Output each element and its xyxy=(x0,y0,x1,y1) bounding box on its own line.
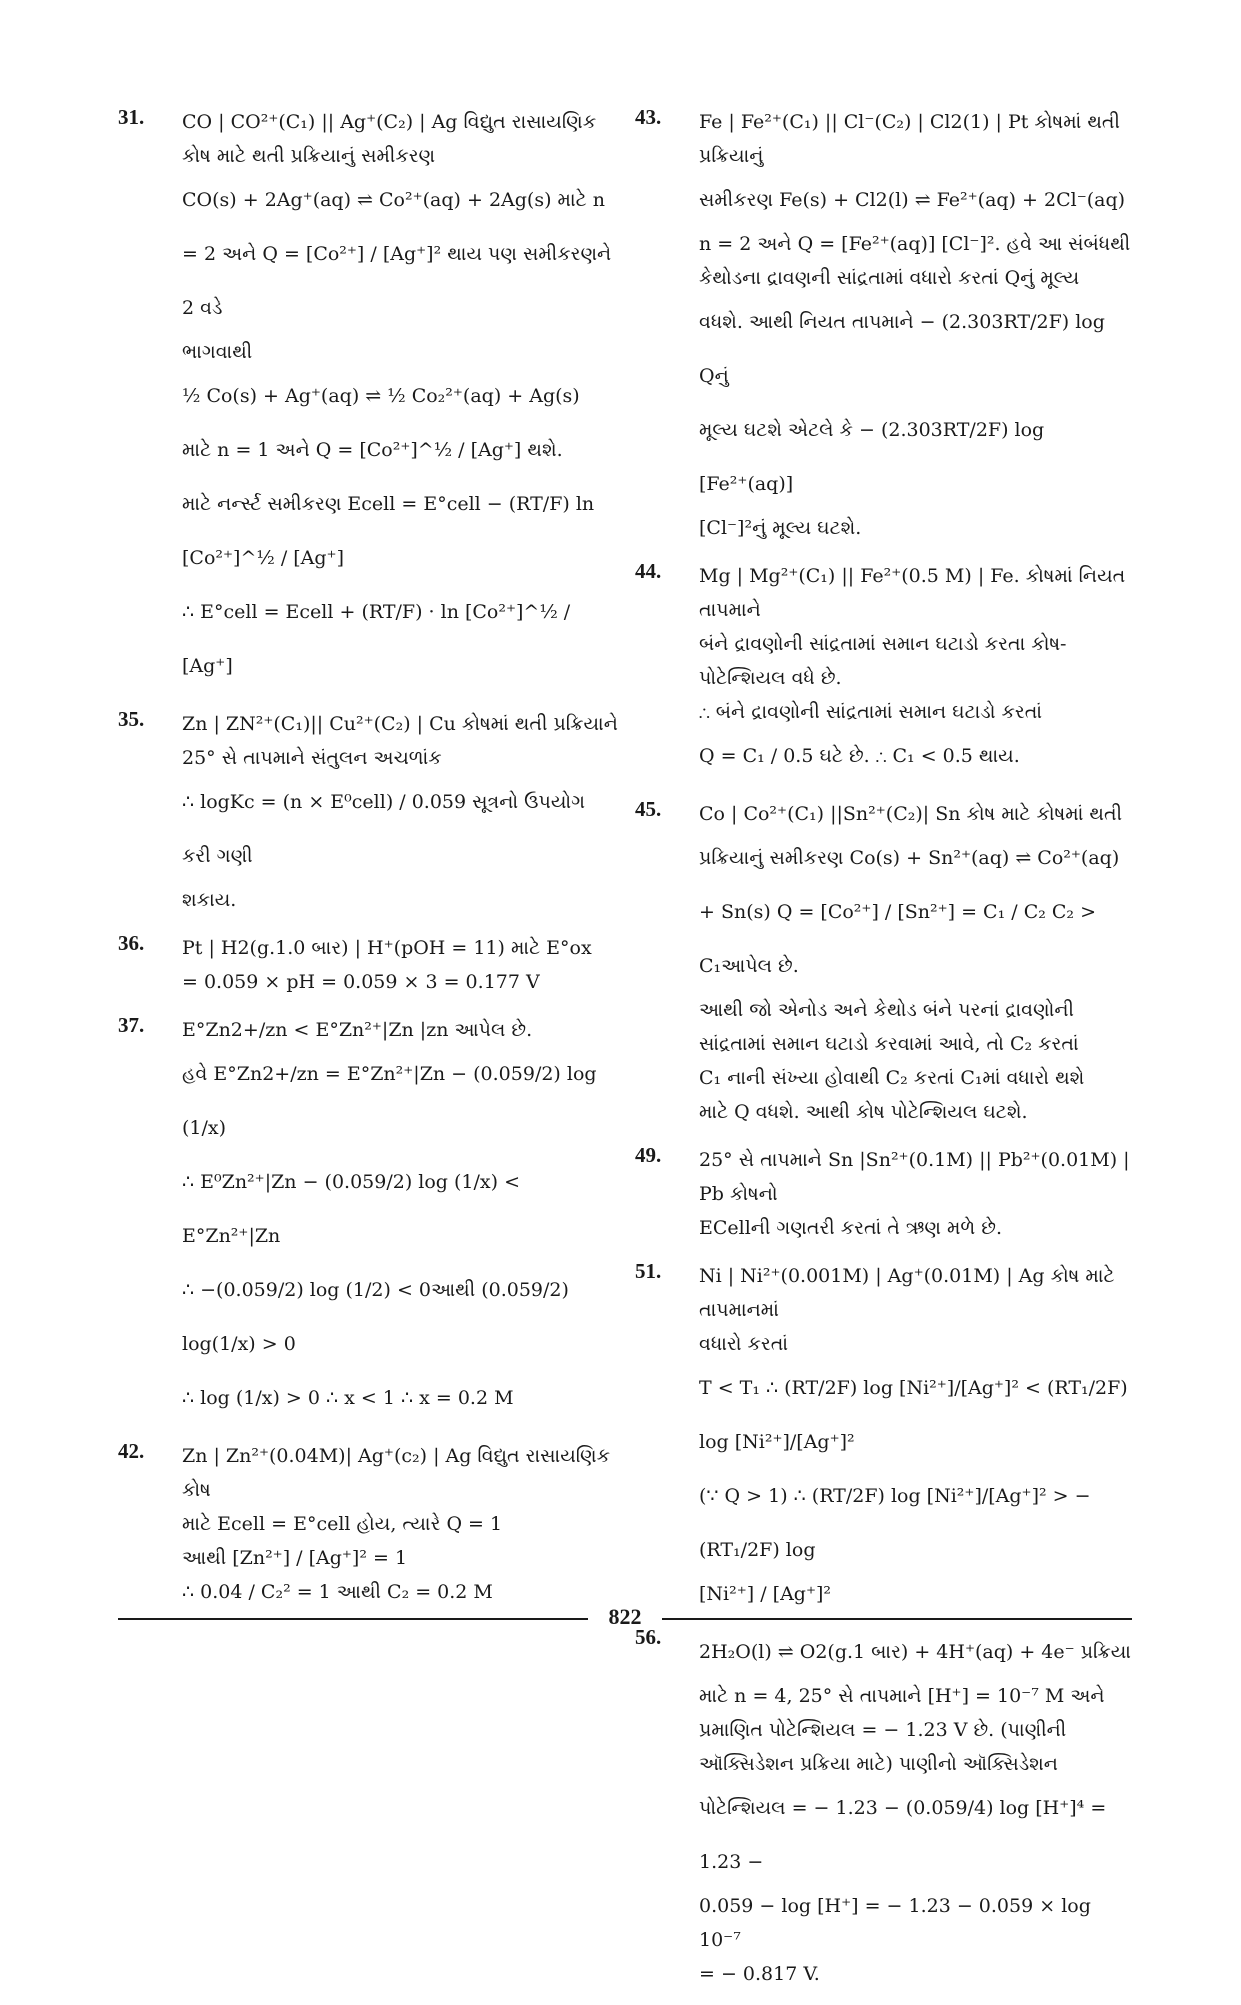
question-number: 44. xyxy=(635,559,662,583)
answer-line: માટે Ecell = E°cell હોય, ત્યારે Q = 1 xyxy=(182,1513,503,1535)
answer-line: ∴ logKc = (n × E⁰cell) / 0.059 સૂત્રનો ઉપયોગ કરી ગણી xyxy=(182,791,592,867)
footer-rule-right xyxy=(662,1618,1132,1620)
question-number: 45. xyxy=(635,797,662,821)
answer-line: ∴ 0.04 / C₂² = 1 આથી C₂ = 0.2 M xyxy=(182,1581,493,1603)
answer-line: = − 0.817 V. xyxy=(699,1963,820,1985)
answer-line: માટે Q વધશે. આથી કોષ પોટેન્શિયલ ઘટશે. xyxy=(699,1101,1028,1123)
answer-line: ECellની ગણતરી કરતાં તે ઋણ મળે છે. xyxy=(699,1217,1002,1239)
answer-line: 25° સે તાપમાને સંતુલન અચળાંક xyxy=(182,747,442,769)
question-number: 35. xyxy=(118,707,145,731)
answer-line: સમીકરણ Fe(s) + Cl2(l) ⇌ Fe²⁺(aq) + 2Cl⁻(aq) xyxy=(699,189,1126,211)
answer-line: Zn | ZN²⁺(C₁)|| Cu²⁺(C₂) | Cu કોષમાં થતી પ્રક્રિયાને xyxy=(182,713,618,735)
answer-line: Pt | H2(g.1.0 બાર) | H⁺(pOH = 11) માટે E°ox xyxy=(182,937,592,959)
right-column xyxy=(635,105,1136,2005)
answer-line: ∴ −(0.059/2) log (1/2) < 0આથી (0.059/2) log(1/x) > 0 xyxy=(182,1279,575,1355)
answer-line: 0.059 − log [H⁺] = − 1.23 − 0.059 × log 10⁻⁷ xyxy=(699,1895,1097,1951)
question-number: 56. xyxy=(635,1625,662,1649)
question-number: 36. xyxy=(118,931,145,955)
answer-line: Zn | Zn²⁺(0.04M)| Ag⁺(c₂) | Ag વિદ્યુત રાસાયણિક કોષ xyxy=(182,1445,617,1501)
answer-line: વધશે. આથી નિયત તાપમાને − (2.303RT/2F) log Qનું xyxy=(699,311,1111,387)
page-number: 822 xyxy=(608,1604,642,1629)
answer-line: + Sn(s) Q = [Co²⁺] / [Sn²⁺] = C₁ / C₂ C₂ > C₁આપેલ છે. xyxy=(699,901,1103,977)
answer-line: ∴ log (1/x) > 0 ∴ x < 1 ∴ x = 0.2 M xyxy=(182,1387,514,1409)
answer-line: [Cl⁻]²નું મૂલ્ય ઘટશે. xyxy=(699,517,862,539)
answer-line: પોટેન્શિયલ = − 1.23 − (0.059/4) log [H⁺]⁴ = 1.23 − xyxy=(699,1797,1113,1873)
answer-line: 2H₂O(l) ⇌ O2(g.1 બાર) + 4H⁺(aq) + 4e⁻ પ્રક્રિયા xyxy=(699,1641,1131,1663)
answer-line: Fe | Fe²⁺(C₁) || Cl⁻(C₂) | Cl2(1) | Pt કોષમાં થતી પ્રક્રિયાનું xyxy=(699,111,1126,167)
answer-line: માટે n = 4, 25° સે તાપમાને [H⁺] = 10⁻⁷ M અને xyxy=(699,1685,1105,1707)
answer-line: = 2 અને Q = [Co²⁺] / [Ag⁺]² થાય પણ સમીકરણને 2 વડે xyxy=(182,243,618,319)
answer-line: Ni | Ni²⁺(0.001M) | Ag⁺(0.01M) | Ag કોષ માટે તાપમાનમાં xyxy=(699,1265,1121,1321)
answer-line: ∴ E°cell = Ecell + (RT/F) · ln [Co²⁺]^½ / [Ag⁺] xyxy=(182,601,577,677)
question-number: 31. xyxy=(118,105,145,129)
question-49 xyxy=(635,1143,1136,1245)
answer-line: પોટેન્શિયલ વધે છે. xyxy=(699,667,842,689)
answer-line: ∴ E⁰Zn²⁺|Zn − (0.059/2) log (1/x) < E°Zn²⁺|Zn xyxy=(182,1171,527,1247)
answer-line: Mg | Mg²⁺(C₁) || Fe²⁺(0.5 M) | Fe. કોષમાં નિયત તાપમાને xyxy=(699,565,1132,621)
question-45 xyxy=(635,797,1132,1129)
answer-line: સાંદ્રતામાં સમાન ઘટાડો કરવામાં આવે, તો C₂ કરતાં xyxy=(699,1033,1079,1055)
question-44 xyxy=(635,559,1132,783)
answer-line: = 0.059 × pH = 0.059 × 3 = 0.177 V xyxy=(182,971,540,993)
answer-line: આથી જો એનોડ અને કેથોડ બંને પરનાં દ્રાવણોની xyxy=(699,999,1074,1021)
answer-line: પ્રમાણિત પોટેન્શિયલ = − 1.23 V છે. (પાણીની xyxy=(699,1719,1067,1741)
answer-line: E°Zn2+/zn < E°Zn²⁺|Zn |zn આપેલ છે. xyxy=(182,1019,533,1041)
answer-line: પ્રક્રિયાનું સમીકરણ Co(s) + Sn²⁺(aq) ⇌ Co²⁺(aq) xyxy=(699,847,1120,869)
answer-line: મૂલ્ય ઘટશે એટલે કે − (2.303RT/2F) log [Fe²⁺(aq)] xyxy=(699,419,1051,495)
question-31 xyxy=(118,105,618,693)
answer-line: Co | Co²⁺(C₁) ||Sn²⁺(C₂)| Sn કોષ માટે કોષમાં થતી xyxy=(699,803,1123,825)
question-56 xyxy=(635,1625,1132,1991)
page-footer xyxy=(118,1604,1132,1634)
question-number: 42. xyxy=(118,1439,145,1463)
question-number: 51. xyxy=(635,1259,662,1283)
answer-line: (∵ Q > 1) ∴ (RT/2F) log [Ni²⁺]/[Ag⁺]² > − (RT₁/2F) log xyxy=(699,1485,1097,1561)
answer-line: C₁ નાની સંખ્યા હોવાથી C₂ કરતાં C₁માં વધારો થશે xyxy=(699,1067,1085,1089)
question-number: 49. xyxy=(635,1143,662,1167)
question-35 xyxy=(118,707,618,917)
answer-line: માટે n = 1 અને Q = [Co²⁺]^½ / [Ag⁺] થશે. xyxy=(182,439,563,461)
answer-line: આથી [Zn²⁺] / [Ag⁺]² = 1 xyxy=(182,1547,408,1569)
answer-line: ઑક્સિડેશન પ્રક્રિયા માટે) પાણીનો ઑક્સિડેશન xyxy=(699,1753,1058,1775)
answer-line: કોષ માટે થતી પ્રક્રિયાનું સમીકરણ xyxy=(182,145,436,167)
question-number: 43. xyxy=(635,105,662,129)
answer-line: ½ Co(s) + Ag⁺(aq) ⇌ ½ Co₂²⁺(aq) + Ag(s) xyxy=(182,385,580,407)
answer-line: ∴ બંને દ્રાવણોની સાંદ્રતામાં સમાન ઘટાડો કરતાં xyxy=(699,701,1043,723)
answer-line: ભાગવાથી xyxy=(182,341,253,363)
left-column xyxy=(118,105,618,1623)
answer-line: કેથોડના દ્રાવણની સાંદ્રતામાં વધારો કરતાં Qનું મૂલ્ય xyxy=(699,267,1080,289)
question-number: 37. xyxy=(118,1013,145,1037)
answer-line: બંને દ્રાવણોની સાંદ્રતામાં સમાન ઘટાડો કરતા કોષ- xyxy=(699,633,1067,655)
answer-line: Q = C₁ / 0.5 ઘટે છે. ∴ C₁ < 0.5 થાય. xyxy=(699,745,1020,767)
answer-line: [Ni²⁺] / [Ag⁺]² xyxy=(699,1583,832,1605)
question-42 xyxy=(118,1439,618,1609)
answer-line: CO(s) + 2Ag⁺(aq) ⇌ Co²⁺(aq) + 2Ag(s) માટે n xyxy=(182,189,605,211)
question-51 xyxy=(635,1259,1132,1611)
answer-line: CO | CO²⁺(C₁) || Ag⁺(C₂) | Ag વિદ્યુત રાસાયણિક xyxy=(182,111,597,133)
answer-line: વધારો કરતાં xyxy=(699,1333,788,1355)
question-36 xyxy=(118,931,618,999)
answer-line: 25° સે તાપમાને Sn |Sn²⁺(0.1M) || Pb²⁺(0.01M) | Pb કોષનો xyxy=(699,1149,1136,1205)
answer-line: T < T₁ ∴ (RT/2F) log [Ni²⁺]/[Ag⁺]² < (RT₁/2F) log [Ni²⁺]/[Ag⁺]² xyxy=(699,1377,1134,1453)
answer-line: શકાય. xyxy=(182,889,237,911)
question-37 xyxy=(118,1013,618,1425)
answer-line: હવે E°Zn2+/zn = E°Zn²⁺|Zn − (0.059/2) log (1/x) xyxy=(182,1063,603,1139)
answer-line: માટે નર્ન્સ્ટ સમીકરણ Ecell = E°cell − (RT/F) ln [Co²⁺]^½ / [Ag⁺] xyxy=(182,493,601,569)
answer-line: n = 2 અને Q = [Fe²⁺(aq)] [Cl⁻]². હવે આ સંબંધથી xyxy=(699,233,1131,255)
question-43 xyxy=(635,105,1132,545)
